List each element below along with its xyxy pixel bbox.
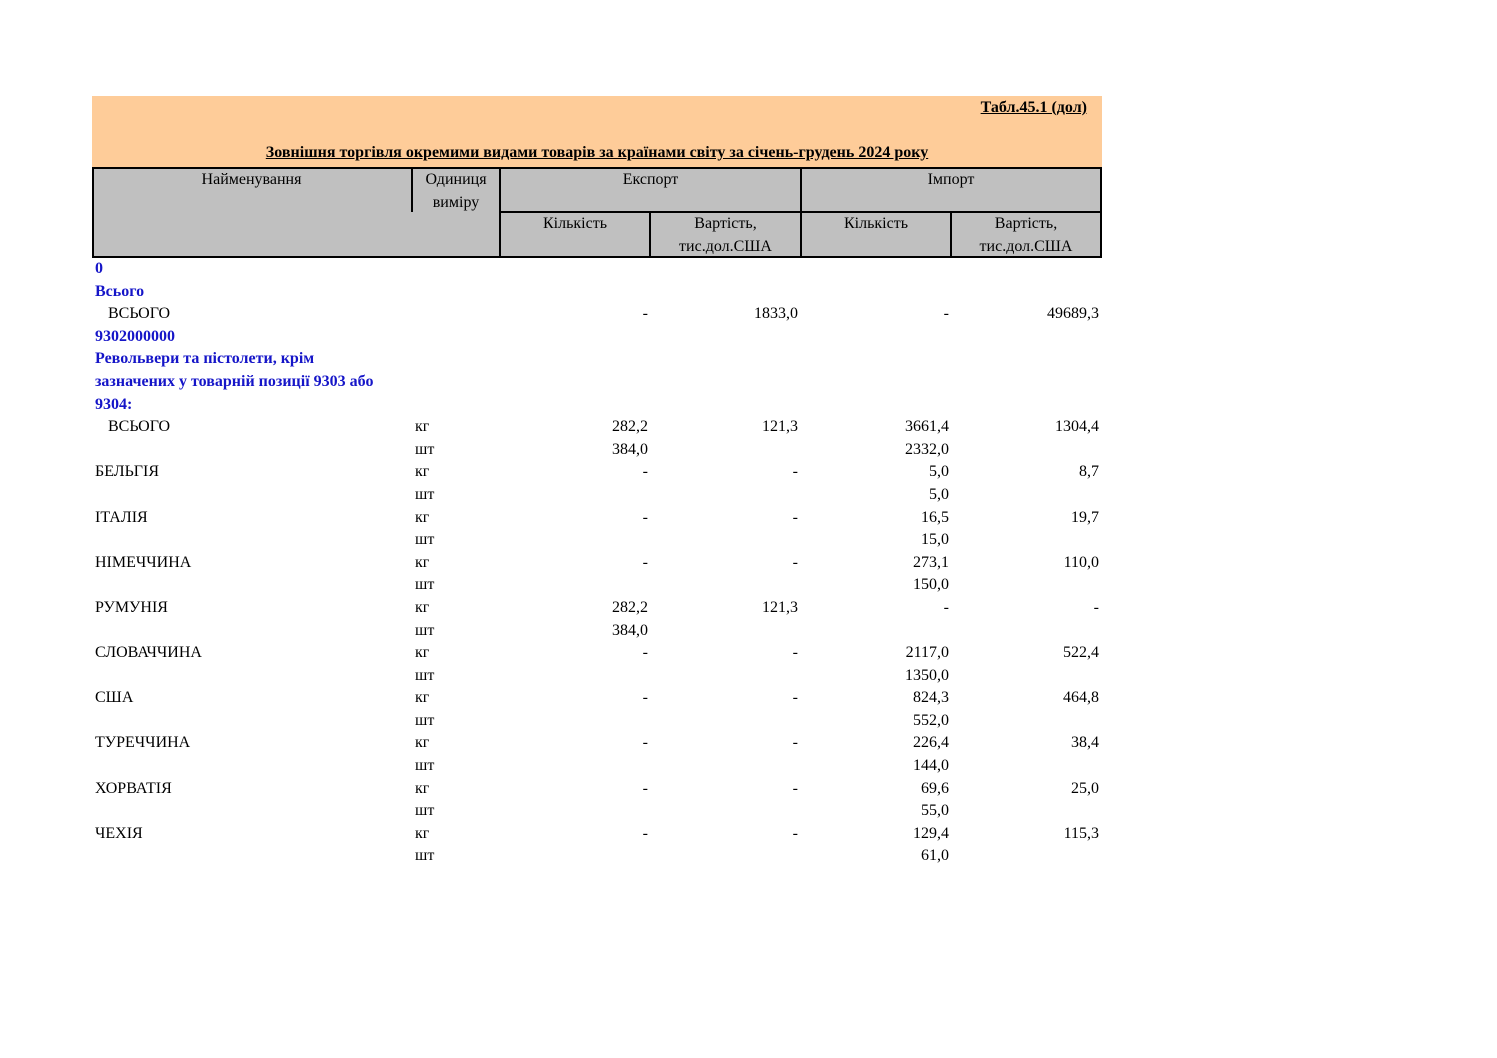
table-row xyxy=(92,507,1102,530)
row-unit: шт xyxy=(415,666,435,684)
import-value: 8,7 xyxy=(1079,463,1099,481)
export-quantity: - xyxy=(642,734,648,752)
row-unit: шт xyxy=(415,621,435,639)
import-quantity: 144,0 xyxy=(913,757,949,775)
export-value: - xyxy=(792,734,798,752)
table-row xyxy=(92,597,1102,620)
row-name: БЕЛЬГІЯ xyxy=(95,463,160,481)
row-name: НІМЕЧЧИНА xyxy=(95,553,192,571)
import-quantity: 69,6 xyxy=(921,779,949,797)
row-unit: кг xyxy=(415,644,430,662)
import-quantity: - xyxy=(943,305,949,323)
header-import-value-line2: тис.дол.США xyxy=(979,238,1073,255)
page-title: Зовнішня торгівля окремими видами товарів за країнами світу за січень-грудень 2024 року xyxy=(265,144,929,161)
import-quantity: 552,0 xyxy=(913,711,949,729)
export-value: 1833,0 xyxy=(754,305,798,323)
import-quantity: 2117,0 xyxy=(905,644,949,662)
section-heading-row xyxy=(92,348,1102,371)
row-unit: кг xyxy=(415,779,430,797)
import-quantity: 824,3 xyxy=(913,689,949,707)
table-row xyxy=(92,800,1102,823)
row-name: ХОРВАТІЯ xyxy=(95,779,172,797)
header-export: Експорт xyxy=(622,171,679,188)
section-heading-row xyxy=(92,281,1102,304)
table-row xyxy=(92,687,1102,710)
table-row xyxy=(92,529,1102,552)
section-heading: 9304: xyxy=(95,395,133,413)
header-import-value-line1: Вартість, xyxy=(994,215,1058,232)
import-value: 49689,3 xyxy=(1047,305,1099,323)
row-unit: шт xyxy=(415,440,435,458)
export-quantity: - xyxy=(642,553,648,571)
import-quantity: 129,4 xyxy=(913,824,949,842)
row-unit: шт xyxy=(415,485,435,503)
header-import-qty: Кількість xyxy=(843,215,908,232)
import-quantity: 273,1 xyxy=(913,553,949,571)
export-quantity: 384,0 xyxy=(612,621,648,639)
export-quantity: - xyxy=(642,508,648,526)
section-heading: 0 xyxy=(95,260,103,277)
import-value: 110,0 xyxy=(1063,553,1099,571)
section-heading: Всього xyxy=(95,282,145,300)
row-name: СЛОВАЧЧИНА xyxy=(95,644,202,662)
row-unit: шт xyxy=(415,802,435,820)
import-quantity: 61,0 xyxy=(921,847,949,865)
import-value: 25,0 xyxy=(1071,779,1099,797)
header-export-value-line1: Вартість, xyxy=(694,215,757,232)
table-row xyxy=(92,552,1102,575)
header-export-value xyxy=(651,212,800,258)
export-quantity: - xyxy=(642,463,648,481)
import-quantity: 55,0 xyxy=(921,802,949,820)
import-quantity: 226,4 xyxy=(913,734,949,752)
row-unit: кг xyxy=(415,508,430,526)
row-unit: кг xyxy=(415,598,430,616)
import-value: 19,7 xyxy=(1071,508,1099,526)
table-row xyxy=(92,778,1102,801)
import-value: 1304,4 xyxy=(1055,418,1099,436)
section-heading: 9302000000 xyxy=(95,327,175,345)
header-import-value xyxy=(952,212,1100,258)
header-name: Найменування xyxy=(201,171,302,188)
row-name: ВСЬОГО xyxy=(108,305,171,323)
table-reference: Табл.45.1 (дол) xyxy=(980,99,1087,116)
table-row xyxy=(92,732,1102,755)
import-value: 464,8 xyxy=(1063,689,1099,707)
row-unit: шт xyxy=(415,847,435,865)
table-row xyxy=(92,439,1102,462)
table-row xyxy=(92,574,1102,597)
section-heading: Револьвери та пістолети, крім xyxy=(95,350,315,368)
export-quantity: - xyxy=(642,824,648,842)
export-quantity: - xyxy=(642,305,648,323)
row-unit: кг xyxy=(415,689,430,707)
import-quantity: - xyxy=(943,598,949,616)
row-unit: шт xyxy=(415,576,435,594)
row-name: РУМУНІЯ xyxy=(95,598,168,616)
export-quantity: - xyxy=(642,644,648,662)
table-row xyxy=(92,416,1102,439)
table-row xyxy=(92,823,1102,846)
row-unit: кг xyxy=(415,824,430,842)
header-import: Імпорт xyxy=(927,171,975,188)
export-value: 121,3 xyxy=(762,598,798,616)
row-unit: кг xyxy=(415,418,430,436)
row-name: ТУРЕЧЧИНА xyxy=(95,734,191,752)
section-heading: зазначених у товарній позиції 9303 або xyxy=(95,372,374,390)
table-header xyxy=(92,167,1102,257)
header-unit xyxy=(413,168,499,214)
table-row xyxy=(92,303,1102,326)
row-unit: кг xyxy=(415,734,430,752)
export-value: - xyxy=(792,689,798,707)
import-quantity: 5,0 xyxy=(929,485,949,503)
import-quantity: 16,5 xyxy=(921,508,949,526)
row-name: США xyxy=(95,689,134,707)
import-value: - xyxy=(1093,598,1099,616)
table-row xyxy=(92,642,1102,665)
import-quantity: 3661,4 xyxy=(905,418,949,436)
table-row xyxy=(92,845,1102,868)
row-unit: шт xyxy=(415,757,435,775)
export-value: - xyxy=(792,508,798,526)
row-name: ВСЬОГО xyxy=(108,418,171,436)
import-value: 522,4 xyxy=(1063,644,1099,662)
section-heading-row xyxy=(92,394,1102,417)
title-banner xyxy=(92,96,1102,167)
export-quantity: - xyxy=(642,779,648,797)
header-unit-line1: Одиниця xyxy=(425,171,487,188)
export-value: - xyxy=(792,779,798,797)
export-value: - xyxy=(792,553,798,571)
export-quantity: 384,0 xyxy=(612,440,648,458)
table-row xyxy=(92,461,1102,484)
table-body xyxy=(92,258,1102,868)
header-unit-line2: виміру xyxy=(432,194,480,211)
import-value: 115,3 xyxy=(1063,824,1099,842)
import-quantity: 150,0 xyxy=(913,576,949,594)
header-export-qty: Кількість xyxy=(542,215,607,232)
table-row xyxy=(92,755,1102,778)
row-unit: кг xyxy=(415,553,430,571)
export-value: - xyxy=(792,463,798,481)
export-value: 121,3 xyxy=(762,418,798,436)
import-quantity: 15,0 xyxy=(921,531,949,549)
row-unit: шт xyxy=(415,531,435,549)
section-heading-row xyxy=(92,258,1102,281)
import-quantity: 5,0 xyxy=(929,463,949,481)
header-export-value-line2: тис.дол.США xyxy=(679,238,772,255)
import-value: 38,4 xyxy=(1071,734,1099,752)
section-heading-row xyxy=(92,326,1102,349)
section-heading-row xyxy=(92,371,1102,394)
export-quantity: 282,2 xyxy=(612,598,648,616)
import-quantity: 2332,0 xyxy=(905,440,949,458)
import-quantity: 1350,0 xyxy=(905,666,949,684)
export-value: - xyxy=(792,824,798,842)
row-unit: шт xyxy=(415,711,435,729)
table-row xyxy=(92,710,1102,733)
row-unit: кг xyxy=(415,463,430,481)
table-row xyxy=(92,484,1102,507)
export-quantity: - xyxy=(642,689,648,707)
export-value: - xyxy=(792,644,798,662)
row-name: ЧЕХІЯ xyxy=(95,824,143,842)
table-row xyxy=(92,665,1102,688)
row-name: ІТАЛІЯ xyxy=(95,508,148,526)
table-row xyxy=(92,620,1102,643)
export-quantity: 282,2 xyxy=(612,418,648,436)
